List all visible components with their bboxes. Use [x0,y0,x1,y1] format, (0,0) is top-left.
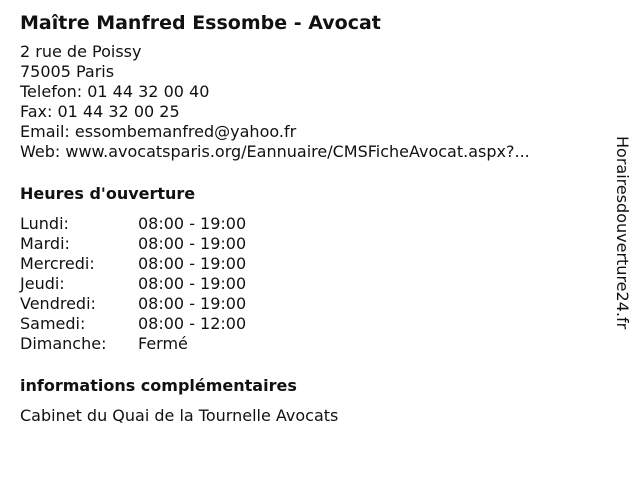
lawyer-info-card [20,10,610,426]
hours-day: Dimanche: [20,334,107,353]
address-street: 2 rue de Poissy [20,42,142,61]
hours-row-mercredi [20,254,610,274]
hours-day: Mercredi: [20,254,95,273]
hours-list [20,214,610,354]
hours-day: Samedi: [20,314,86,333]
address-city: 75005 Paris [20,62,115,81]
hours-heading: Heures d'ouverture [20,184,196,203]
hours-time: 08:00 - 19:00 [138,254,247,273]
hours-time: 08:00 - 19:00 [138,274,247,293]
hours-row-vendredi [20,294,610,314]
hours-time: 08:00 - 19:00 [138,214,247,233]
hours-row-dimanche [20,334,610,354]
watermark-container [612,136,632,376]
extra-info-heading: informations complémentaires [20,376,297,395]
hours-day: Lundi: [20,214,69,233]
hours-row-mardi [20,234,610,254]
site-watermark: Horairesdouverture24.fr [613,136,632,330]
email-line: Email: essombemanfred@yahoo.fr [20,122,297,141]
hours-day: Vendredi: [20,294,96,313]
hours-row-samedi [20,314,610,334]
web-line: Web: www.avocatsparis.org/Eannuaire/CMSFicheAvocat.aspx?... [20,142,530,161]
hours-time: 08:00 - 12:00 [138,314,247,333]
hours-day: Jeudi: [20,274,65,293]
hours-day: Mardi: [20,234,70,253]
hours-row-lundi [20,214,610,234]
hours-time: Fermé [138,334,188,353]
fax-line: Fax: 01 44 32 00 25 [20,102,180,121]
hours-time: 08:00 - 19:00 [138,234,247,253]
extra-info-text: Cabinet du Quai de la Tournelle Avocats [20,406,339,425]
page-title: Maître Manfred Essombe - Avocat [20,12,381,34]
phone-line: Telefon: 01 44 32 00 40 [20,82,210,101]
hours-time: 08:00 - 19:00 [138,294,247,313]
hours-row-jeudi [20,274,610,294]
